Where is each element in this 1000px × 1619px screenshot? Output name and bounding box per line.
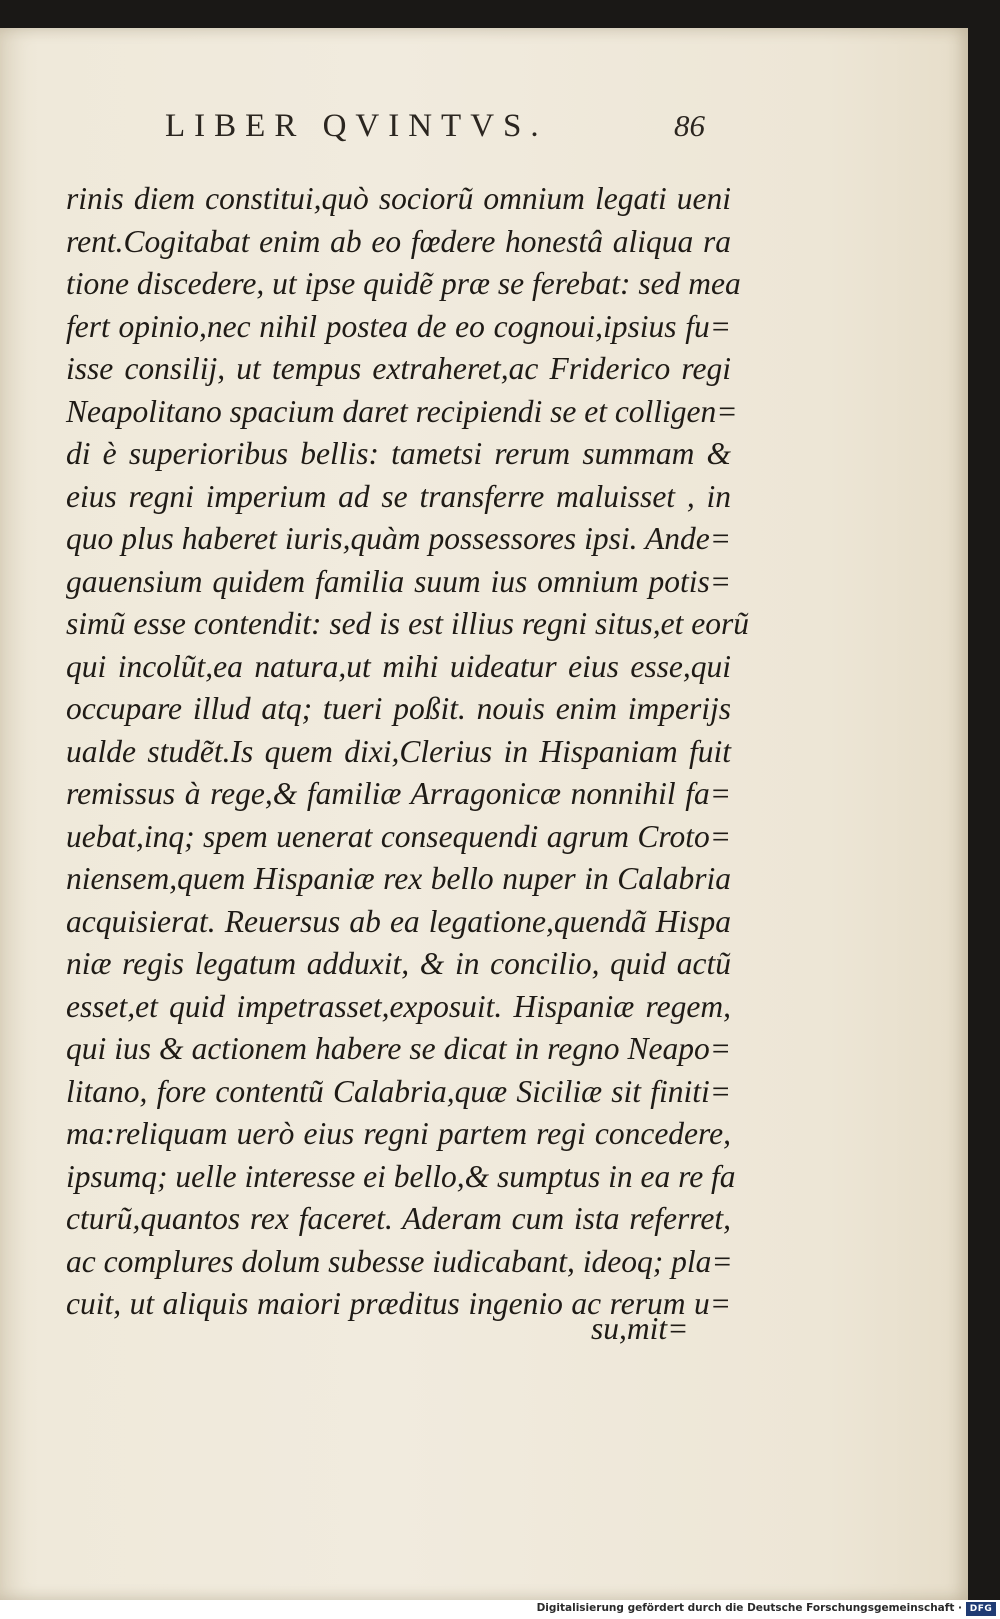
text-line: niensem,quem Hispaniæ rex bello nuper in Calabria (66, 861, 731, 896)
text-line: quo plus haberet iuris,quàm possessores ipsi. Ande= (66, 521, 731, 556)
dfg-logo: DFG (966, 1602, 996, 1616)
text-line: litano, fore contentũ Calabria,quæ Siciliæ sit finiti= (66, 1073, 731, 1109)
text-line: cturũ,quantos rex faceret. Aderam cum ista referret, (66, 1201, 731, 1236)
text-line: di è superioribus bellis: tametsi rerum summam & (66, 436, 731, 471)
catchword: su,mit= (591, 1311, 689, 1346)
text-line: niæ regis legatum adduxit, & in concilio, quid actũ (66, 946, 731, 981)
text-line: qui ius & actionem habere se dicat in regno Neapo= (66, 1031, 731, 1066)
text-line: rent.Cogitabat enim ab eo fœdere honestâ aliqua ra (66, 223, 731, 259)
text-line: ac complures dolum subesse iudicabant, ideoq; pla= (66, 1243, 733, 1279)
text-line: ualde studẽt.Is quem dixi,Clerius in Hispaniam fuit (66, 733, 731, 769)
body-text (66, 178, 750, 1326)
text-line: fert opinio,nec nihil postea de eo cognoui,ipsius fu= (66, 308, 731, 344)
book-page (0, 28, 968, 1600)
running-title: LIBER QVINTVS. (165, 108, 548, 144)
text-line: acquisierat. Reuersus ab ea legatione,quendã Hispa (66, 903, 731, 939)
text-line: qui incolũt,ea natura,ut mihi uideatur eius esse,qui (66, 648, 731, 684)
page-number: 86 (674, 108, 705, 143)
text-line: simũ esse contendit: sed is est illius regni situs,et eorũ (66, 606, 750, 641)
funding-credit: Digitalisierung gefördert durch die Deutsche Forschungsgemeinschaft · (536, 1602, 962, 1614)
text-line: ma:reliquam uerò eius regni partem regi concedere, (66, 1116, 731, 1151)
digitization-footer (0, 1600, 1000, 1619)
text-line: rinis diem constitui,quò sociorũ omnium legati ueni (66, 181, 731, 216)
text-line: ipsumq; uelle interesse ei bello,& sumptus in ea re fa (66, 1158, 736, 1194)
text-line: remissus à rege,& familiæ Arragonicæ nonnihil fa= (66, 776, 731, 811)
text-line: cuit, ut aliquis maiori præditus ingenio ac rerum u= (66, 1286, 731, 1321)
text-line: uebat,inq; spem uenerat consequendi agrum Croto= (66, 818, 731, 854)
text-line: occupare illud atq; tueri poßit. nouis enim imperijs (66, 691, 731, 726)
page-header (165, 108, 705, 152)
text-line: gauensium quidem familia suum ius omnium potis= (66, 563, 731, 599)
text-line: tione discedere, ut ipse quidẽ præ se ferebat: sed mea (66, 266, 741, 301)
text-line: eius regni imperium ad se transferre maluisset , in (66, 478, 731, 514)
text-line: isse consilij, ut tempus extraheret,ac Friderico regi (66, 351, 731, 386)
text-line: Neapolitano spacium daret recipiendi se et colligen= (66, 393, 738, 429)
text-line: esset,et quid impetrasset,exposuit. Hispaniæ regem, (66, 988, 731, 1024)
